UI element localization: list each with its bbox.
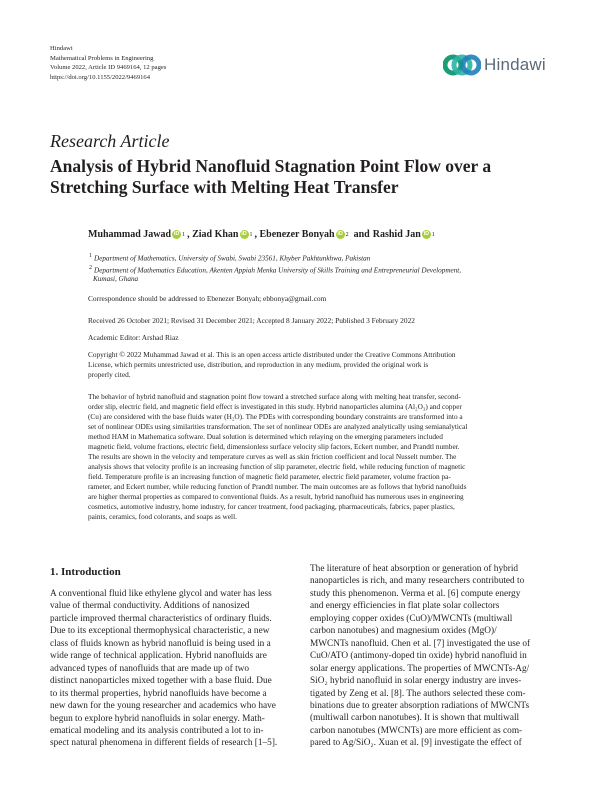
- hindawi-logo-icon: [443, 50, 481, 80]
- affiliation-sup: 2: [89, 265, 92, 271]
- body-line: particle improved thermal characteristics of ordinary fluids.: [50, 613, 272, 624]
- author-name[interactable]: Muhammad Jawad: [88, 229, 172, 240]
- affiliation-text: Department of Mathematics, University of Swabi, Swabi 23561, Khyber Pakhtunkhwa, Pakistan: [94, 254, 371, 263]
- body-line: MWCNTs nanofluid. Chen et al. [7] investigated the use of: [310, 638, 531, 649]
- abstract: [88, 392, 551, 522]
- article-title: [50, 156, 550, 198]
- body-line: wide range of technical application. Hybrid nanofluids are: [50, 651, 267, 662]
- author-affil-sup: 1: [182, 231, 186, 238]
- abstract-line: rameter, and Eckert number, while reducing function of Prandtl number. The main outcomes are as follows that hybrid nanofluids: [88, 482, 467, 491]
- title-line: Analysis of Hybrid Nanofluid Stagnation Point Flow over a: [50, 156, 492, 176]
- author-list: Muhammad Jawad iD 1 , Ziad Khan iD 1 , Ebenezer Bonyah iD 2 and Rashid Jan iD 1: [88, 229, 435, 240]
- body-line: carbon nanotubes (MWCNTs) are more efficient as com-: [310, 725, 523, 736]
- author-name[interactable]: Ebenezer Bonyah: [259, 229, 335, 240]
- body-line: advanced types of nanofluids that are made up of two: [50, 663, 250, 674]
- article-type: Research Article: [50, 131, 170, 151]
- body-line: class of fluids known as hybrid nanofluid is being used in a: [50, 638, 271, 649]
- body-line: pared to Ag/SiO₂. Xuan et al. [9] investigate the effect of: [310, 738, 522, 749]
- right-column: [310, 563, 550, 750]
- body-line: carbon nanotubes) and magnesium oxides (MgO)/: [310, 626, 497, 637]
- body-line: study this phenomenon. Verma et al. [6] compute energy: [310, 588, 521, 599]
- abstract-line: field. Temperature profile is an increasing function of magnetic field parameter, electric field parameter, volume fraction pa-: [88, 472, 451, 481]
- copyright-line: properly cited.: [88, 370, 131, 379]
- author-affil-sup: 1: [431, 231, 435, 238]
- body-line: The literature of heat absorption or generation of hybrid: [310, 564, 519, 574]
- article-dates: Received 26 October 2021; Revised 31 December 2021; Accepted 8 January 2022; Published 3 February 2022: [88, 316, 415, 325]
- body-line: solar energy applications. The properties of MWCNTs-Ag/: [310, 663, 530, 674]
- body-line: tigated by Zeng et al. [8]. The authors selected these com-: [310, 688, 526, 699]
- author-name[interactable]: Rashid Jan: [372, 229, 421, 240]
- volume-info: Volume 2022, Article ID 9469164, 12 pages: [50, 64, 167, 72]
- affiliation: [88, 252, 558, 264]
- orcid-icon[interactable]: iD: [173, 231, 180, 237]
- body-line: new dawn for the young researcher and academics who have: [50, 701, 276, 712]
- affiliation-text: Department of Mathematics Education, Akenten Appiah Menka University of Skills Training and Entrepreneurial Development,: [94, 266, 462, 275]
- journal-header: [50, 44, 166, 82]
- hindawi-logo-text: Hindawi: [484, 55, 546, 74]
- copyright-line: Copyright © 2022 Muhammad Jawad et al. This is an open access article distributed under the Creative Commons Attribution: [88, 350, 456, 359]
- author-affil-sup: 2: [345, 231, 349, 238]
- copyright-notice: [88, 350, 551, 380]
- body-line: and energy efficiencies in flat plate solar collectors: [310, 601, 500, 612]
- body-line: value of thermal conductivity. Additions of nanosized: [50, 601, 250, 612]
- affiliation-sup: 1: [89, 253, 92, 259]
- publisher-name: Hindawi: [50, 45, 73, 52]
- body-line: to its thermal properties, hybrid nanofluids have become a: [50, 688, 267, 699]
- correspondence: Correspondence should be addressed to Ebenezer Bonyah; ebbonya@gmail.com: [88, 294, 327, 303]
- body-line: begun to explore hybrid nanofluids in solar energy. Math-: [50, 713, 265, 724]
- author-affil-sup: 1: [249, 231, 253, 238]
- body-line: SiO₂ hybrid nanofluid in solar energy industry are inves-: [310, 676, 522, 687]
- body-line: CuO/ATO (antimony-doped tin oxide) hybrid nanofluid in: [310, 651, 527, 662]
- author-connector: and: [353, 229, 370, 240]
- abstract-line: The results are shown in the velocity and temperature curves as well as skin friction coefficient and local Nusselt number. The: [88, 452, 457, 461]
- body-line: nanoparticles is rich, and many researchers contributed to: [310, 576, 525, 587]
- body-line: employing copper oxides (CuO)/MWCNTs (multiwall: [310, 613, 513, 624]
- hindawi-logo: [443, 44, 551, 86]
- body-line: (multiwall carbon nanotubes). It is shown that multiwall: [310, 713, 520, 724]
- journal-name: Mathematical Problems in Engineering: [50, 54, 154, 62]
- author-name[interactable]: Ziad Khan: [192, 229, 239, 240]
- section-heading: 1. Introduction: [50, 566, 121, 578]
- copyright-line: License, which permits unrestricted use, distribution, and reproduction in any medium, provided the original work is: [88, 360, 429, 369]
- orcid-icon[interactable]: iD: [241, 231, 247, 237]
- body-line: Due to its exceptional thermophysical characteristic, a new: [50, 626, 270, 637]
- orcid-icon[interactable]: iD: [337, 231, 343, 237]
- academic-editor: Academic Editor: Arshad Riaz: [88, 333, 179, 342]
- abstract-line: magnetic field, volume fractions, electric field, dimensionless surface velocity slip factors, Eckert number, and Prandtl number.: [88, 442, 460, 451]
- abstract-line: analysis shows that velocity profile is an increasing function of slip parameter, electric field, while reducing function of magnetic: [88, 462, 466, 471]
- body-line: distinct nanoparticles mixed together with a base fluid. Due: [50, 676, 272, 687]
- abstract-line: are higher thermal properties as compared to conventional fluids. As a result, hybrid nanofluid has numerous uses in engineering: [88, 492, 464, 501]
- abstract-line: (Cu) are considered with the base fluids water (H₂O). The PDEs with corresponding boundary constraints are transformed into a: [88, 412, 463, 421]
- abstract-line: cosmetics, automotive industry, home industry, for cancer treatment, food packaging, pharmaceuticals, fabrics, paper plastics,: [88, 502, 455, 511]
- abstract-line: set of nonlinear ODEs using similarities transformation. The set of nonlinear ODEs are analyzed analytically using semianalytical: [88, 422, 468, 431]
- abstract-line: method HAM in Mathematica software. Dual solution is determined which relaying on the emerging parameters included: [88, 432, 443, 441]
- abstract-line: The behavior of hybrid nanofluid and stagnation point flow toward a stretched surface along with melting heat transfer, second-: [88, 392, 461, 401]
- body-line: spect natural phenomena in different fields of research [1–5].: [50, 738, 278, 749]
- affiliation-continued: Kumasi, Ghana: [93, 275, 139, 283]
- orcid-icon[interactable]: iD: [423, 231, 430, 237]
- left-column: [50, 588, 290, 750]
- body-line: binations due to greater absorption radiations of MWCNTs: [310, 700, 530, 711]
- abstract-line: paints, ceramics, food colorants, and soaps as well.: [88, 512, 237, 521]
- title-line: Stretching Surface with Melting Heat Transfer: [50, 177, 399, 197]
- doi-link[interactable]: https://doi.org/10.1155/2022/9469164: [50, 73, 151, 81]
- body-line: ematical modeling and its analysis contributed a lot to in-: [50, 725, 264, 736]
- abstract-line: order slip, electric field, and magnetic field effect is investigated in this study. Hybrid nanoparticles alumina (Al₂O₃) and copper: [88, 402, 462, 411]
- body-line: A conventional fluid like ethylene glycol and water has less: [50, 589, 272, 599]
